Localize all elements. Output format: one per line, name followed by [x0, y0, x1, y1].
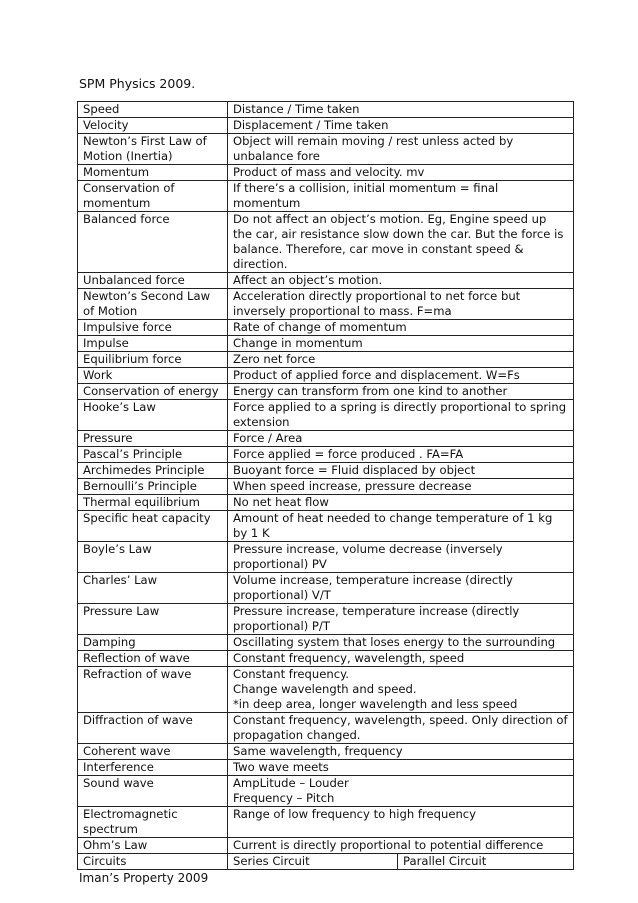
- definition-cell: No net heat flow: [228, 495, 574, 511]
- definition-line: Constant frequency.: [233, 667, 349, 681]
- term-cell: Unbalanced force: [78, 273, 228, 289]
- parallel-circuit-label: Parallel Circuit: [403, 854, 487, 868]
- term-cell: Velocity: [78, 118, 228, 134]
- definition-cell: Zero net force: [228, 352, 574, 368]
- table-row: [78, 384, 574, 400]
- table-row: [78, 635, 574, 651]
- table-row: [78, 352, 574, 368]
- definition-cell: [228, 776, 574, 807]
- term-cell: Conservation of momentum: [78, 181, 228, 212]
- definition-cell: Range of low frequency to high frequency: [228, 807, 574, 838]
- table-row: [78, 431, 574, 447]
- definition-cell: Two wave meets: [228, 760, 574, 776]
- term-cell: Impulse: [78, 336, 228, 352]
- definition-cell: Volume increase, temperature increase (directly proportional) V/T: [228, 573, 574, 604]
- table-row: [78, 289, 574, 320]
- term-cell: Pressure Law: [78, 604, 228, 635]
- definition-cell: Buoyant force = Fluid displaced by object: [228, 463, 574, 479]
- definition-cell: If there’s a collision, initial momentum = final momentum: [228, 181, 574, 212]
- table-row: [78, 713, 574, 744]
- term-cell: Pascal’s Principle: [78, 447, 228, 463]
- definition-cell: Displacement / Time taken: [228, 118, 574, 134]
- definition-cell: Same wavelength, frequency: [228, 744, 574, 760]
- definition-cell: Pressure increase, volume decrease (inversely proportional) PV: [228, 542, 574, 573]
- table-row: [78, 854, 574, 870]
- table-row: [78, 320, 574, 336]
- series-circuit-label: Series Circuit: [228, 854, 398, 869]
- term-cell: Pressure: [78, 431, 228, 447]
- definition-cell: Object will remain moving / rest unless acted by unbalance fore: [228, 134, 574, 165]
- physics-glossary-table: [77, 101, 574, 870]
- term-cell: Ohm’s Law: [78, 838, 228, 854]
- table-row: [78, 604, 574, 635]
- term-cell: Work: [78, 368, 228, 384]
- table-row: [78, 838, 574, 854]
- term-cell: Sound wave: [78, 776, 228, 807]
- definition-cell: Product of applied force and displacement. W=Fs: [228, 368, 574, 384]
- definition-cell: Acceleration directly proportional to net force but inversely proportional to mass. F=ma: [228, 289, 574, 320]
- table-row: [78, 511, 574, 542]
- table-row: [78, 212, 574, 273]
- table-row: [78, 807, 574, 838]
- definition-line: Change wavelength and speed.: [233, 682, 417, 696]
- term-cell: Boyle’s Law: [78, 542, 228, 573]
- footer-text: Iman’s Property 2009: [79, 871, 209, 885]
- definition-cell: Affect an object’s motion.: [228, 273, 574, 289]
- table-row: [78, 651, 574, 667]
- term-cell: Balanced force: [78, 212, 228, 273]
- term-cell: Equilibrium force: [78, 352, 228, 368]
- term-cell: Coherent wave: [78, 744, 228, 760]
- definition-line: AmpLitude – Louder: [233, 776, 349, 790]
- term-cell: Refraction of wave: [78, 667, 228, 713]
- definition-cell: When speed increase, pressure decrease: [228, 479, 574, 495]
- table-row: [78, 760, 574, 776]
- table-row: [78, 181, 574, 212]
- definition-cell: Force / Area: [228, 431, 574, 447]
- table-row: [78, 667, 574, 713]
- table-row: [78, 447, 574, 463]
- definition-cell: [228, 667, 574, 713]
- table-row: [78, 744, 574, 760]
- table-row: [78, 273, 574, 289]
- table-row: [78, 495, 574, 511]
- definition-cell: Force applied = force produced . FA=FA: [228, 447, 574, 463]
- circuit-split: [228, 854, 573, 869]
- table-row: [78, 463, 574, 479]
- definition-cell: Amount of heat needed to change temperature of 1 kg by 1 K: [228, 511, 574, 542]
- table-row: [78, 776, 574, 807]
- table-row: [78, 573, 574, 604]
- definition-cell: Energy can transform from one kind to another: [228, 384, 574, 400]
- term-cell: Diffraction of wave: [78, 713, 228, 744]
- term-cell: Thermal equilibrium: [78, 495, 228, 511]
- definition-cell: Pressure increase, temperature increase (directly proportional) P/T: [228, 604, 574, 635]
- definition-cell: Distance / Time taken: [228, 102, 574, 118]
- definition-cell: Do not affect an object’s motion. Eg, Engine speed up the car, air resistance slow down the car. But the force is balance. Therefore, car move in constant speed & direction.: [228, 212, 574, 273]
- term-cell: Conservation of energy: [78, 384, 228, 400]
- definition-line: *in deep area, longer wavelength and less speed: [233, 697, 518, 711]
- definition-cell: Current is directly proportional to potential difference: [228, 838, 574, 854]
- term-cell: Damping: [78, 635, 228, 651]
- table-row: [78, 118, 574, 134]
- term-cell: Reflection of wave: [78, 651, 228, 667]
- definition-cell: Constant frequency, wavelength, speed: [228, 651, 574, 667]
- definition-cell: Force applied to a spring is directly proportional to spring extension: [228, 400, 574, 431]
- definition-cell: [228, 854, 574, 870]
- table-row: [78, 542, 574, 573]
- table-row: [78, 336, 574, 352]
- term-cell: Impulsive force: [78, 320, 228, 336]
- term-cell: Momentum: [78, 165, 228, 181]
- table-row: [78, 368, 574, 384]
- table-row: [78, 479, 574, 495]
- term-cell: Bernoulli’s Principle: [78, 479, 228, 495]
- term-cell: Charles’ Law: [78, 573, 228, 604]
- page-title: SPM Physics 2009.: [79, 76, 196, 91]
- term-cell: Newton’s Second Law of Motion: [78, 289, 228, 320]
- definition-cell: Oscillating system that loses energy to the surrounding: [228, 635, 574, 651]
- term-cell: Electromagnetic spectrum: [78, 807, 228, 838]
- table-row: [78, 102, 574, 118]
- definition-cell: Rate of change of momentum: [228, 320, 574, 336]
- table-row: [78, 400, 574, 431]
- term-cell: Circuits: [78, 854, 228, 870]
- definition-line: Frequency – Pitch: [233, 791, 335, 805]
- term-cell: Speed: [78, 102, 228, 118]
- term-cell: Specific heat capacity: [78, 511, 228, 542]
- table-row: [78, 165, 574, 181]
- table-row: [78, 134, 574, 165]
- term-cell: Hooke’s Law: [78, 400, 228, 431]
- term-cell: Newton’s First Law of Motion (Inertia): [78, 134, 228, 165]
- definition-cell: Constant frequency, wavelength, speed. Only direction of propagation changed.: [228, 713, 574, 744]
- definition-cell: Product of mass and velocity. mv: [228, 165, 574, 181]
- term-cell: Archimedes Principle: [78, 463, 228, 479]
- definition-cell: Change in momentum: [228, 336, 574, 352]
- term-cell: Interference: [78, 760, 228, 776]
